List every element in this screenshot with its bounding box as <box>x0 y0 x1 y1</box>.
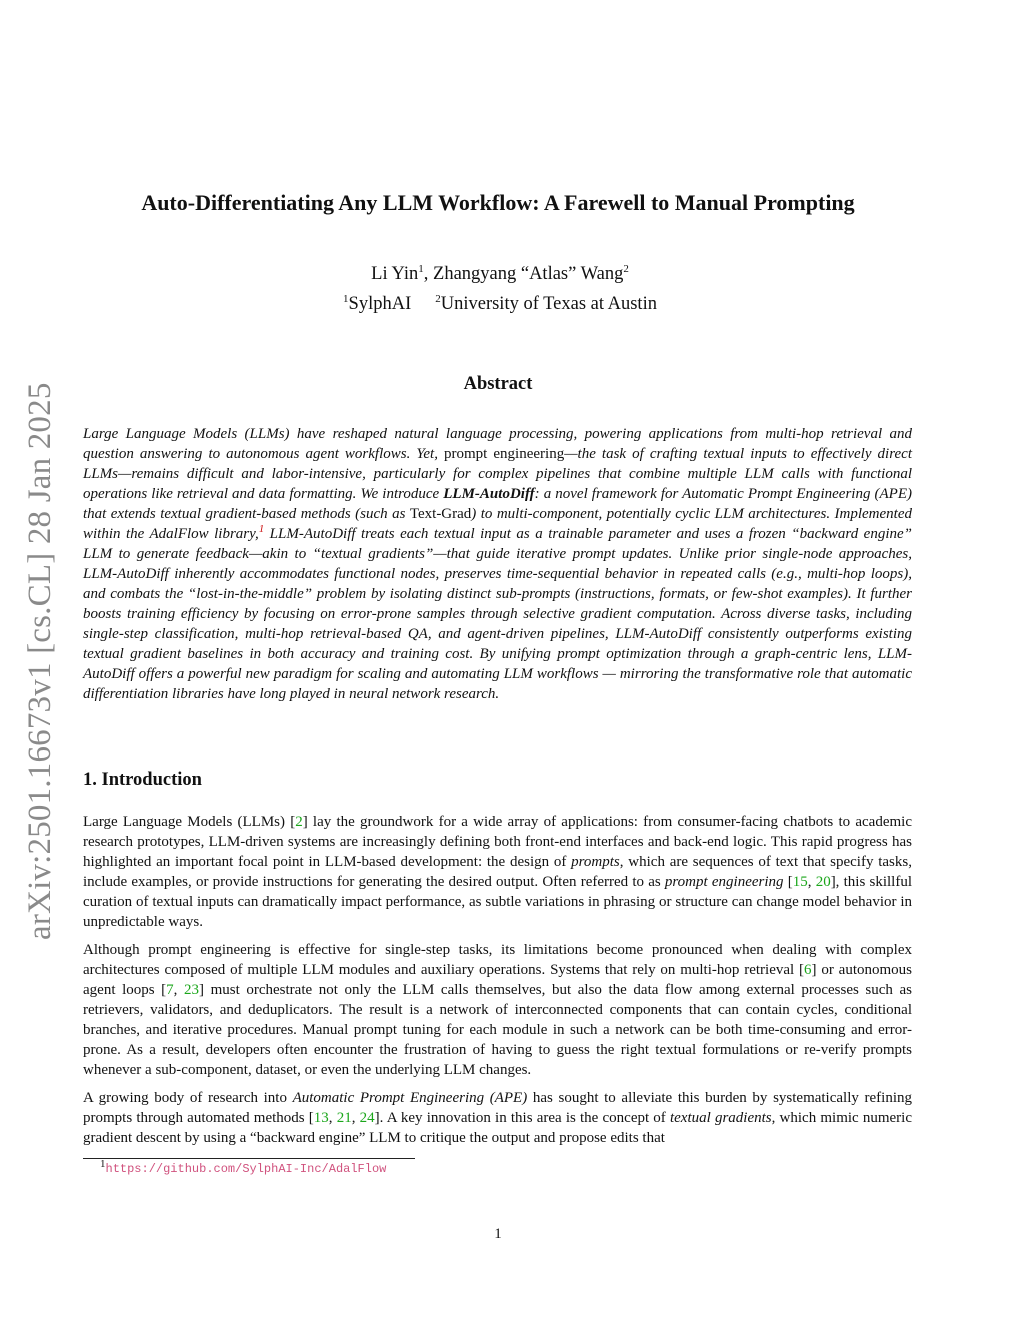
citation-link[interactable]: 13 <box>313 1110 329 1126</box>
affiliation-mark: 1 <box>343 292 349 305</box>
paragraph-text: , which are sequences of text that specify tasks, include examples, or provide instructions for generating the desired output. Often referred to as <box>83 854 912 890</box>
paragraph-text: ]. A key innovation in this area is the concept of <box>374 1110 670 1126</box>
paragraph-text: has sought to alleviate this burden by systematically refining prompts through automated methods [ <box>83 1090 912 1126</box>
emphasis-term: textual gradients <box>669 1110 772 1126</box>
author-affiliation-mark: 2 <box>623 262 629 275</box>
paragraph-text: ] or autonomous agent loops [ <box>83 962 912 998</box>
emphasis-term: Automatic Prompt Engineering (APE) <box>292 1090 528 1106</box>
abstract-segment: Large Language Models (LLMs) have reshaped natural language processing, powering applications from multi-hop retrieval and question answering to autonomous agent workflows. Yet, <box>83 426 912 462</box>
affiliation-mark: 2 <box>435 292 441 305</box>
footnote-mark: 1 <box>100 1157 106 1170</box>
author-affiliation-mark: 1 <box>418 262 424 275</box>
paragraph-text: [ <box>783 874 793 890</box>
paragraph-text: Although prompt engineering is effective for single-step tasks, its limitations become pronounced when dealing with complex architectures composed of multiple LLM modules and auxiliary operations. Systems that rely on multi-hop retrieval [ <box>83 942 912 978</box>
paragraph-text: Large Language Models (LLMs) [ <box>83 814 296 830</box>
intro-paragraph-1 <box>83 812 912 932</box>
framework-name: LLM-AutoDiff <box>443 486 535 502</box>
author-list <box>0 264 1000 285</box>
intro-paragraph-3 <box>83 1088 912 1148</box>
affiliation-name: University of Texas at Austin <box>440 294 657 314</box>
abstract-segment: LLM-AutoDiff treats each textual input as a trainable parameter and uses a frozen “backward engine” LLM to generate feedback—akin to “textual gradients”—that guide iterative prompt updates. Unlike prior single-node approaches, LLM-AutoDiff inherently accommodates functional nodes, preserves time-sequential behavior in repeated calls (e.g., multi-hop loops), and combats the “lost-in-the-middle” problem by isolating distinct sub-prompts (instructions, formats, or few-shot examples). It further boosts training efficiency by focusing on error-prone samples through selective gradient computation. Across diverse tasks, including single-step classification, multi-hop retrieval-based QA, and agent-driven pipelines, LLM-AutoDiff consistently outperforms existing textual gradient baselines in both accuracy and training cost. By unifying prompt optimization through a graph-centric lens, LLM-AutoDiff offers a powerful new paradigm for scaling and automating LLM workflows — mirroring the transformative role that automatic differentiation libraries have long played in neural network research. <box>83 526 912 702</box>
abstract-segment: ) to multi-component, potentially cyclic LLM architectures. Implemented within the AdalFlow library, <box>83 506 912 542</box>
paragraph-text: ], this skillful curation of textual inputs can dramatically impact performance, as subtle variations in phrasing or structure can change model behavior in unpredictable ways. <box>83 874 913 930</box>
citation-link[interactable]: 7 <box>166 982 174 998</box>
section-heading: 1. Introduction <box>83 770 202 790</box>
paragraph-text: , <box>173 982 185 998</box>
affiliation-list <box>0 294 1000 315</box>
paper-title: Auto-Differentiating Any LLM Workflow: A Farewell to Manual Prompting <box>141 190 855 215</box>
footnote-url-link[interactable]: https://github.com/SylphAI-Inc/AdalFlow <box>105 1162 387 1176</box>
abstract-heading: Abstract <box>463 374 533 394</box>
citation-link[interactable]: 24 <box>359 1110 375 1126</box>
abstract-term: prompt engineering <box>444 446 565 462</box>
author-name: Li Yin <box>371 264 419 284</box>
paragraph-text: ] lay the groundwork for a wide array of applications: from consumer-facing chatbots to academic research prototypes, LLM-driven systems are increasingly defining both front-end interfaces and back-end logic. This rapid progress has highlighted an important focal point in LLM-based development: the design of <box>83 814 912 870</box>
intro-paragraph-2 <box>83 940 912 1080</box>
abstract-term: Text-Grad <box>409 506 472 522</box>
abstract-segment: —the task of crafting textual inputs to effectively direct LLMs—remains difficult and labor-intensive, particularly for complex pipelines that combine multiple LLM calls with functional operations like retrieval and data formatting. We introduce <box>83 446 912 502</box>
citation-link[interactable]: 23 <box>184 982 200 998</box>
citation-link[interactable]: 2 <box>295 814 303 830</box>
author-separator: , <box>423 264 434 284</box>
author-name: Zhangyang “Atlas” Wang <box>433 264 624 284</box>
paragraph-text: , which mimic numeric gradient descent by using a “backward engine” LLM to critique the output and propose edits that <box>83 1110 912 1146</box>
arxiv-identifier-stamp: arXiv:2501.16673v1 [cs.CL] 28 Jan 2025 <box>22 382 58 940</box>
citation-link[interactable]: 21 <box>336 1110 352 1126</box>
affiliation-name: SylphAI <box>348 294 412 314</box>
page-number: 1 <box>494 1226 502 1242</box>
footnote <box>100 1157 387 1176</box>
paragraph-text: , <box>328 1110 337 1126</box>
paragraph-text: ] must orchestrate not only the LLM calls themselves, but also the data flow among external processes such as retrievers, validators, and deduplicators. The result is a network of interconnected components that can contain cycles, conditional branches, and iterative procedures. Manual prompt tuning for each module in such a network can be both time-consuming and error-prone. As a result, developers often encounter the frustration of having to guess the right textual formulations or re-verify prompts whenever a sub-component, dataset, or even the underlying LLM changes. <box>83 982 913 1078</box>
paragraph-text: A growing body of research into <box>83 1090 293 1106</box>
abstract-text <box>83 424 912 704</box>
citation-link[interactable]: 15 <box>792 874 808 890</box>
citation-link[interactable]: 20 <box>815 874 831 890</box>
emphasis-term: prompts <box>571 854 620 870</box>
footnote-link[interactable]: 1 <box>258 523 265 535</box>
paragraph-text: , <box>351 1110 360 1126</box>
footnote-divider <box>83 1158 415 1159</box>
emphasis-term: prompt engineering <box>664 874 784 890</box>
citation-link[interactable]: 6 <box>804 962 812 978</box>
abstract-segment: : a novel framework for Automatic Prompt Engineering (APE) that extends textual gradient-based methods (such as <box>83 486 912 522</box>
paragraph-text: , <box>807 874 816 890</box>
